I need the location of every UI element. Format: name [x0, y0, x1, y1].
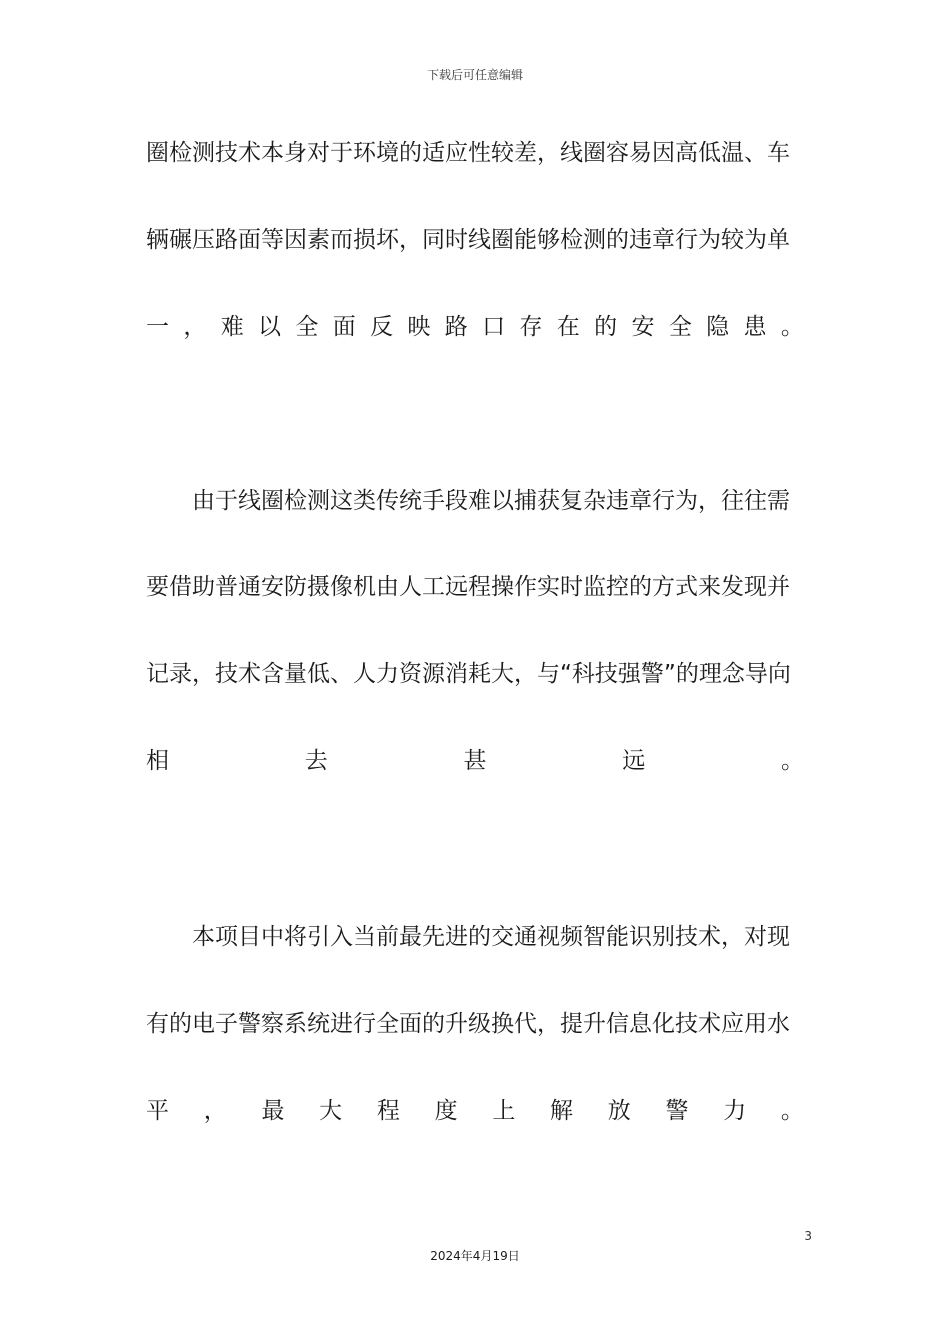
char: 。 — [781, 748, 804, 774]
char: 的 — [594, 314, 618, 340]
paragraph-2-line-1: 由于线圈检测这类传统手段难以捕获复杂违章行为，往往需 — [192, 488, 790, 514]
char: 。 — [780, 314, 804, 340]
char: 相 — [146, 748, 169, 774]
paragraph-1-line-3 — [146, 312, 804, 342]
char: 远 — [622, 748, 646, 774]
paragraph-2-line-4 — [146, 746, 804, 776]
char: 映 — [407, 314, 431, 340]
char: 程 — [376, 1098, 400, 1124]
page-number: 3 — [804, 1229, 812, 1243]
paragraph-3-line-1: 本项目中将引入当前最先进的交通视频智能识别技术，对现 — [192, 924, 790, 950]
char: 平 — [146, 1098, 169, 1124]
char: 放 — [607, 1098, 631, 1124]
paragraph-1-line-1: 圈检测技术本身对于环境的适应性较差，线圈容易因高低温、车 — [146, 140, 790, 166]
char: 安 — [631, 314, 655, 340]
char: ， — [183, 314, 207, 340]
char: 以 — [258, 314, 282, 340]
char: 甚 — [463, 748, 487, 774]
char: 去 — [304, 748, 328, 774]
char: 力 — [723, 1098, 747, 1124]
char: 全 — [668, 314, 692, 340]
paragraph-2-line-2: 要借助普通安防摄像机由人工远程操作实时监控的方式来发现并 — [146, 574, 790, 600]
char: 一 — [146, 314, 169, 340]
char: 上 — [492, 1098, 516, 1124]
paragraph-3-line-2: 有的电子警察系统进行全面的升级换代，提升信息化技术应用水 — [146, 1011, 790, 1037]
char: 隐 — [706, 314, 730, 340]
char: 难 — [220, 314, 244, 340]
char: 最 — [261, 1098, 285, 1124]
char: 反 — [370, 314, 394, 340]
paragraph-2-line-3: 记录，技术含量低、人力资源消耗大，与“科技强警”的理念导向 — [146, 661, 791, 687]
paragraph-1-line-2: 辆碾压路面等因素而损坏，同时线圈能够检测的违章行为较为单 — [146, 227, 790, 253]
char: 度 — [434, 1098, 458, 1124]
page-header: 下载后可任意编辑 — [426, 68, 523, 82]
char: 解 — [550, 1098, 574, 1124]
char: 口 — [482, 314, 506, 340]
char: 面 — [332, 314, 356, 340]
char: 在 — [556, 314, 580, 340]
char: 存 — [519, 314, 543, 340]
char: ， — [203, 1098, 227, 1124]
footer-date: 2024年4月19日 — [430, 1249, 520, 1263]
char: 患 — [743, 314, 767, 340]
char: 。 — [780, 1098, 804, 1124]
char: 警 — [665, 1098, 689, 1124]
paragraph-3-line-3 — [146, 1096, 804, 1126]
char: 路 — [444, 314, 468, 340]
char: 大 — [319, 1098, 343, 1124]
char: 全 — [295, 314, 319, 340]
